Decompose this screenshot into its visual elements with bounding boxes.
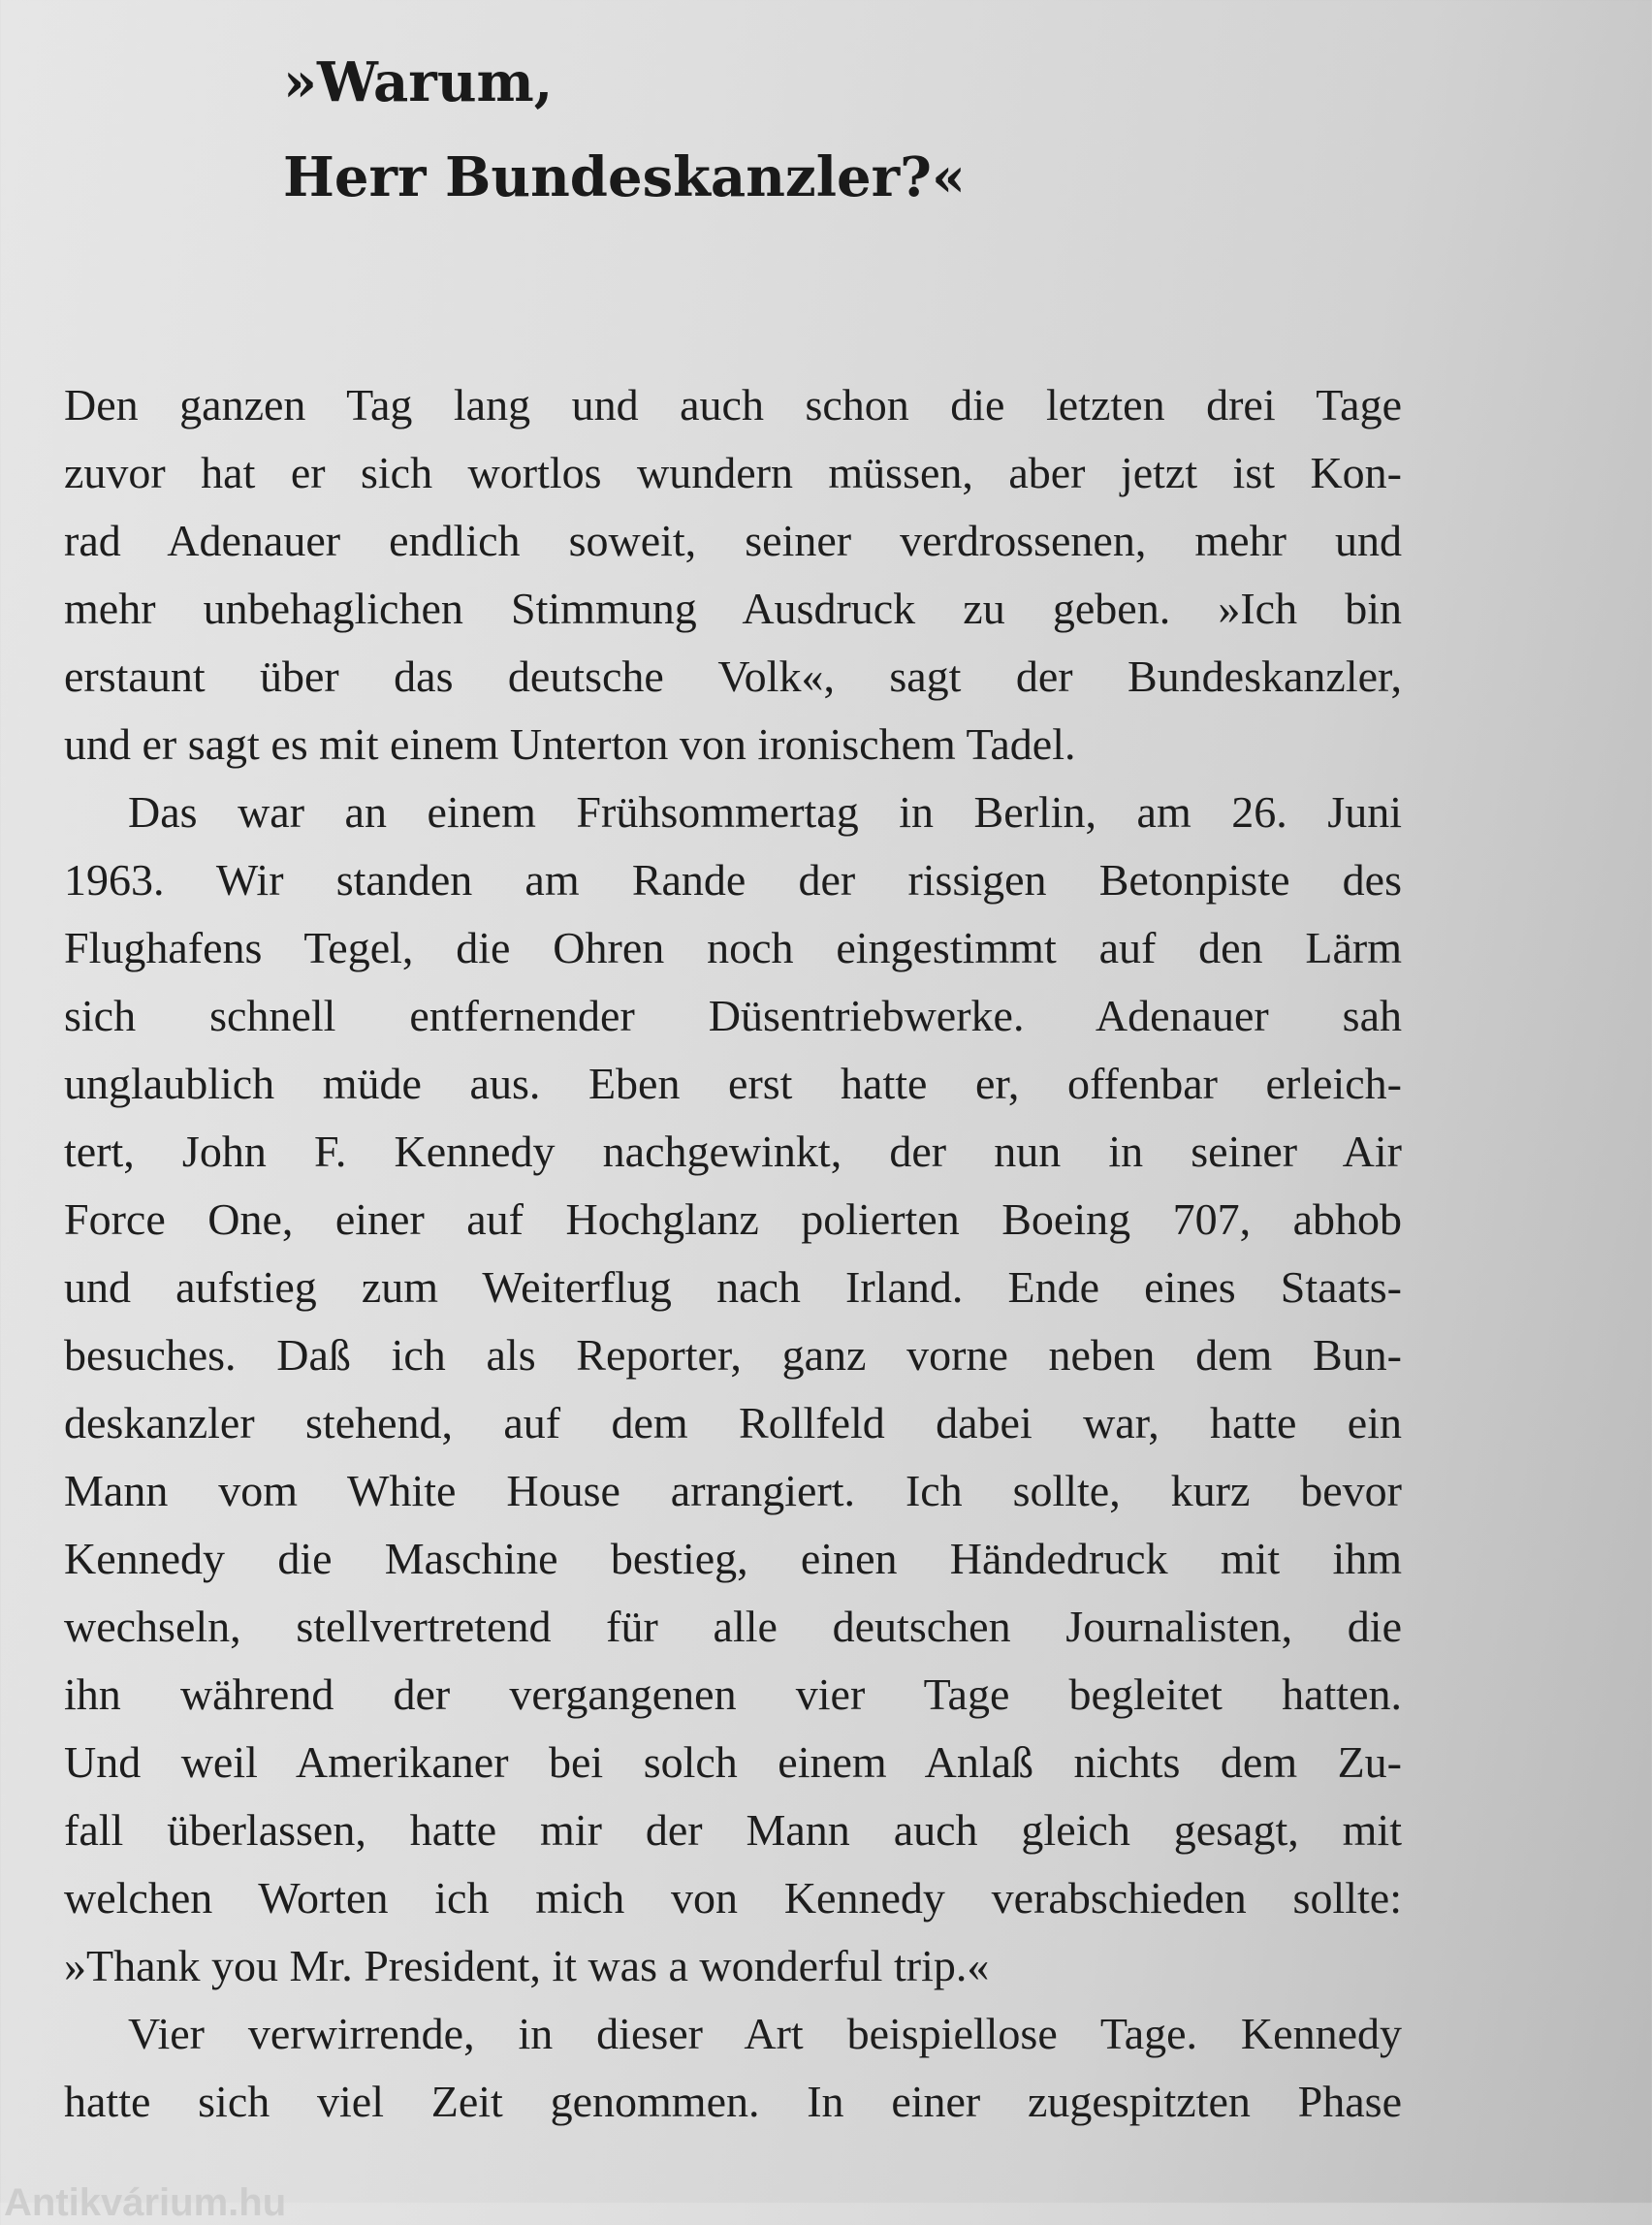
watermark: Antikvárium.hu	[4, 2181, 287, 2224]
text-line: ihn während der vergangenen vier Tage begleitet hatten.	[64, 1669, 1402, 1719]
text-line: welchen Worten ich mich von Kennedy verabschieden sollte:	[64, 1873, 1402, 1923]
text-line: Force One, einer auf Hochglanz polierten Boeing 707, abhob	[64, 1194, 1402, 1244]
paragraph	[64, 2000, 1402, 2136]
chapter-title-line-1: »Warum,	[283, 50, 554, 114]
text-line: 1963. Wir standen am Rande der rissigen Betonpiste des	[64, 855, 1402, 905]
text-line: fall überlassen, hatte mir der Mann auch gleich gesagt, mit	[64, 1805, 1402, 1855]
text-line: Und weil Amerikaner bei solch einem Anlaß nichts dem Zu-	[64, 1737, 1402, 1787]
text-line: Kennedy die Maschine bestieg, einen Händedruck mit ihm	[64, 1534, 1402, 1583]
text-line: zuvor hat er sich wortlos wundern müssen, aber jetzt ist Kon-	[64, 448, 1402, 497]
text-line: und aufstieg zum Weiterflug nach Irland. Ende eines Staats-	[64, 1262, 1402, 1312]
chapter-title-line-2: Herr Bundeskanzler?«	[283, 145, 966, 209]
text-line: und er sagt es mit einem Unterton von ironischem Tadel.	[64, 719, 1076, 769]
text-line: Vier verwirrende, in dieser Art beispiellose Tage. Kennedy	[128, 2009, 1402, 2058]
text-line: Flughafens Tegel, die Ohren noch eingestimmt auf den Lärm	[64, 923, 1402, 972]
text-line: tert, John F. Kennedy nachgewinkt, der nun in seiner Air	[64, 1127, 1402, 1176]
paragraph	[64, 779, 1402, 2000]
text-line: unglaublich müde aus. Eben erst hatte er, offenbar erleich-	[64, 1059, 1402, 1108]
text-line: deskanzler stehend, auf dem Rollfeld dabei war, hatte ein	[64, 1398, 1402, 1447]
text-line: erstaunt über das deutsche Volk«, sagt der Bundeskanzler,	[64, 652, 1402, 701]
text-line: rad Adenauer endlich soweit, seiner verdrossenen, mehr und	[64, 516, 1402, 565]
text-line: Das war an einem Frühsommertag in Berlin, am 26. Juni	[128, 787, 1402, 837]
text-line: Den ganzen Tag lang und auch schon die letzten drei Tage	[64, 380, 1402, 429]
text-line: Mann vom White House arrangiert. Ich sollte, kurz bevor	[64, 1466, 1402, 1515]
text-line: »Thank you Mr. President, it was a wonderful trip.«	[64, 1941, 990, 1990]
chapter-title	[283, 35, 966, 225]
paragraph	[64, 371, 1402, 779]
text-line: hatte sich viel Zeit genommen. In einer zugespitzten Phase	[64, 2077, 1402, 2126]
text-line: wechseln, stellvertretend für alle deutschen Journalisten, die	[64, 1602, 1402, 1651]
text-line: sich schnell entfernender Düsentriebwerke. Adenauer sah	[64, 991, 1402, 1040]
body-text	[64, 371, 1402, 2136]
text-line: mehr unbehaglichen Stimmung Ausdruck zu geben. »Ich bin	[64, 584, 1402, 633]
text-line: besuches. Daß ich als Reporter, ganz vorne neben dem Bun-	[64, 1330, 1402, 1380]
